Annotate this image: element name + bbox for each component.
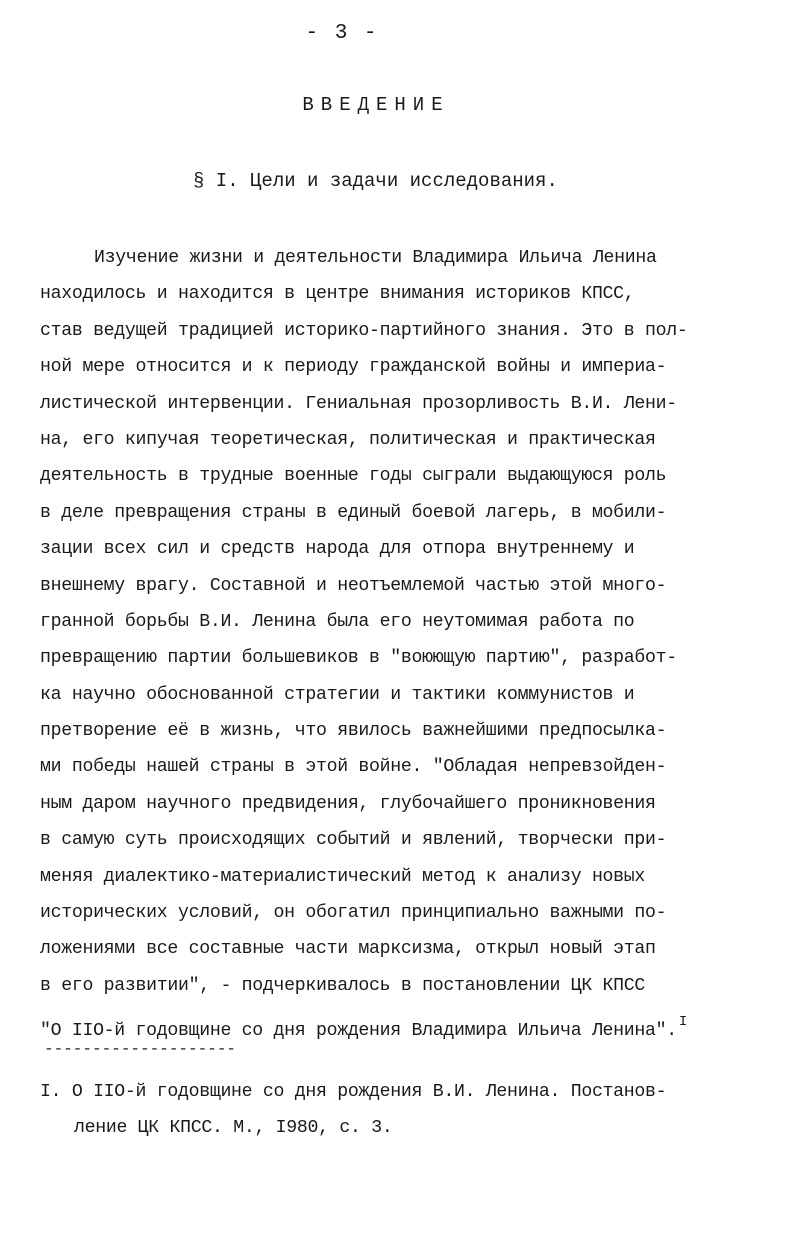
footnote-line: ление ЦК КПСС. М., I980, с. 3. <box>74 1118 393 1139</box>
body-line: меняя диалектико-материалистический метод к анализу новых <box>40 866 646 887</box>
body-line-last <box>40 1004 780 1040</box>
page-number: - 3 - <box>305 22 379 45</box>
body-line: ложениями все составные части марксизма, открыл новый этап <box>40 939 656 960</box>
body-line: зации всех сил и средств народа для отпора внутреннему и <box>40 539 635 560</box>
body-text <box>40 240 780 1041</box>
body-line: в деле превращения страны в единый боевой лагерь, в мобили- <box>40 502 667 523</box>
body-line: в самую суть происходящих событий и явлений, творчески при- <box>40 830 667 851</box>
body-line: на, его кипучая теоретическая, политическая и практическая <box>40 429 656 450</box>
body-line: в его развитии", - подчеркивалось в постановлении ЦК КПСС <box>40 975 646 996</box>
body-line: исторических условий, он обогатил принципиально важными по- <box>40 903 667 924</box>
section-title: § I. Цели и задачи исследования. <box>193 170 558 192</box>
footnote-line: I. О IIО-й годовщине со дня рождения В.И. Ленина. Постанов- <box>40 1082 667 1102</box>
body-line: ным даром научного предвидения, глубочайшего проникновения <box>40 793 656 814</box>
body-line-text: "О IIО-й годовщине со дня рождения Владимира Ильича Ленина". <box>40 1021 677 1042</box>
body-line: ми победы нашей страны в этой войне. "Обладая непревзойден- <box>40 757 667 778</box>
body-line: находилось и находится в центре внимания историков КПСС, <box>40 284 635 305</box>
footnote-reference: I <box>678 1014 687 1031</box>
chapter-title: ВВЕДЕНИЕ <box>302 94 450 116</box>
body-line: листической интервенции. Гениальная прозорливость В.И. Лени- <box>40 393 677 414</box>
footnotes <box>40 1074 780 1147</box>
body-line: превращению партии большевиков в "воюющую партию", разработ- <box>40 648 677 669</box>
body-line: став ведущей традицией историко-партийного знания. Это в пол- <box>40 320 688 341</box>
body-line: деятельность в трудные военные годы сыграли выдающуюся роль <box>40 466 667 487</box>
body-line: ка научно обоснованной стратегии и тактики коммунистов и <box>40 684 635 705</box>
body-line: ной мере относится и к периоду гражданской войны и империа- <box>40 357 667 378</box>
body-line: Изучение жизни и деятельности Владимира Ильича Ленина <box>94 248 657 268</box>
body-line: претворение её в жизнь, что явилось важнейшими предпосылка- <box>40 721 667 742</box>
body-line: гранной борьбы В.И. Ленина была его неутомимая работа по <box>40 611 635 632</box>
body-line: внешнему врагу. Составной и неотъемлемой частью этой много- <box>40 575 667 596</box>
footnote-separator: -------------------- <box>44 1040 237 1058</box>
